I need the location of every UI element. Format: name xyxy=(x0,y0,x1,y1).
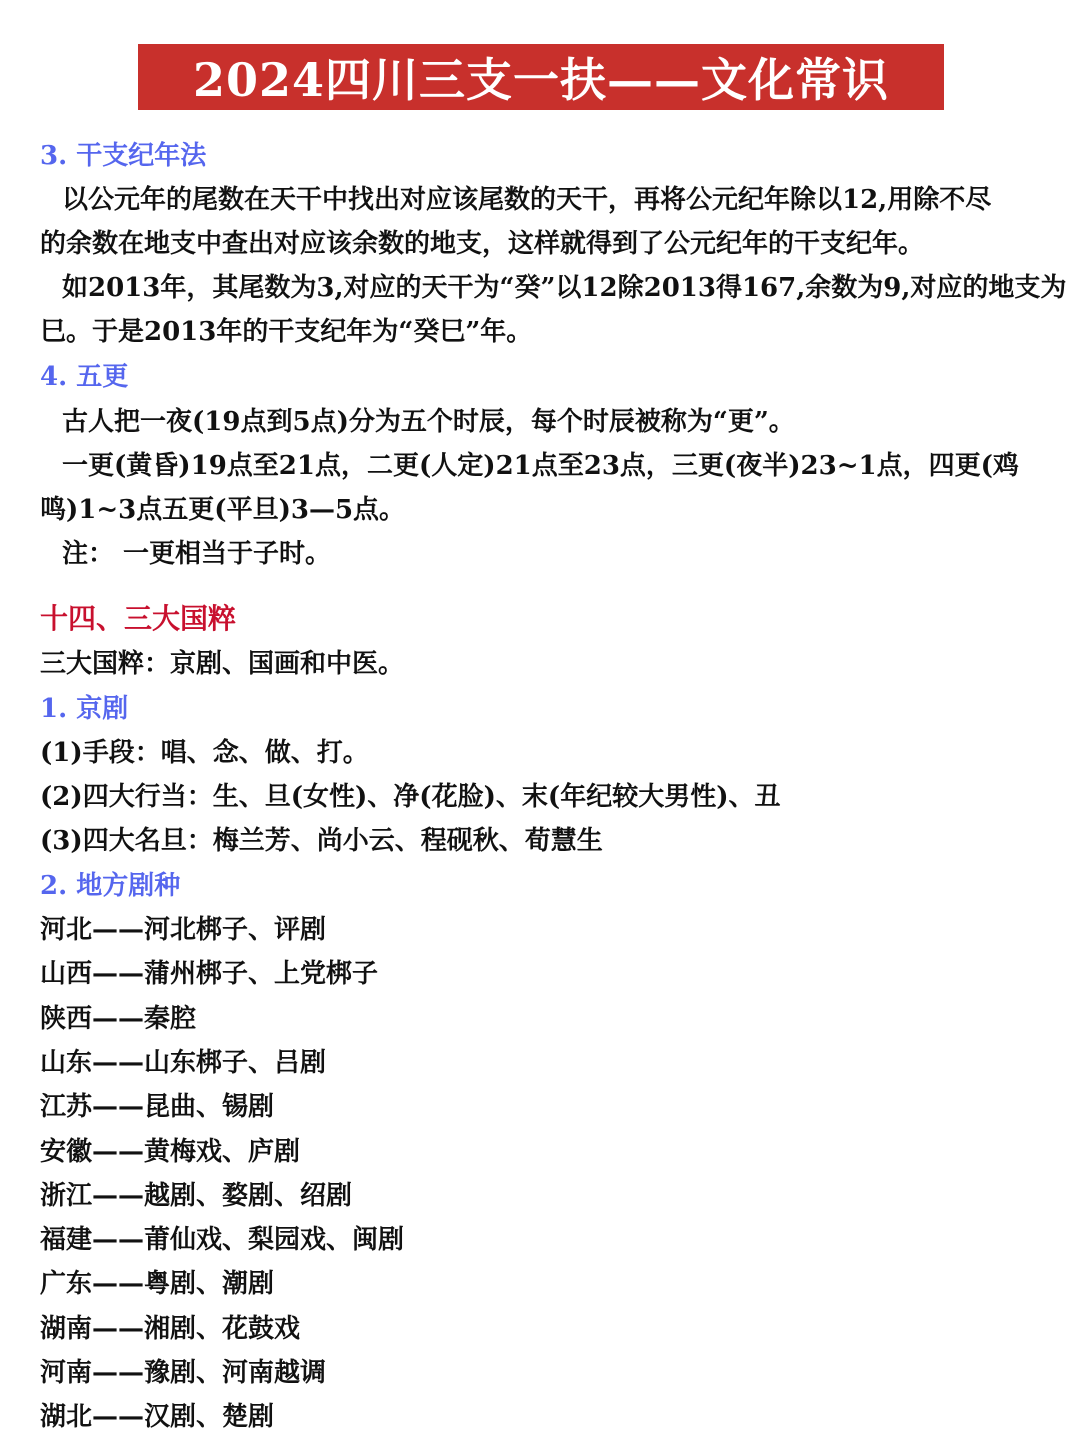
list-item: 江苏——昆曲、锡剧 xyxy=(40,1092,275,1122)
paragraph-line: 古人把一夜(19点到5点)分为五个时辰，每个时辰被称为“更”。 xyxy=(62,407,795,437)
list-item: 湖南——湘剧、花鼓戏 xyxy=(40,1314,301,1344)
list-item: 山东——山东梆子、吕剧 xyxy=(40,1048,327,1078)
page-title: 2024四川三支一扶——文化常识 xyxy=(192,53,890,107)
list-item: 福建——莆仙戏、梨园戏、闽剧 xyxy=(40,1225,405,1255)
list-item: 山西——蒲州梆子、上党梆子 xyxy=(40,959,379,989)
section-14-heading: 十四、三大国粹 xyxy=(40,602,237,635)
paragraph-line: 如2013年，其尾数为3,对应的天干为“癸”以12除2013得167,余数为9,对应的地支为 xyxy=(62,273,1067,303)
paragraph-line: 的余数在地支中查出对应该余数的地支，这样就得到了公元纪年的干支纪年。 xyxy=(40,229,925,259)
paragraph-line: 一更(黄昏)19点至21点，二更(人定)21点至23点，三更(夜半)23~1点，四更(鸡 xyxy=(62,451,1019,481)
list-item: 河北——河北梆子、评剧 xyxy=(40,915,327,945)
list-item: (2)四大行当：生、旦(女性)、净(花脸)、末(年纪较大男性)、丑 xyxy=(40,782,781,812)
list-item: (1)手段：唱、念、做、打。 xyxy=(40,738,369,768)
list-item: 安徽——黄梅戏、庐剧 xyxy=(40,1137,301,1167)
title-banner xyxy=(138,44,944,110)
paragraph-line: 巳。于是2013年的干支纪年为“癸巳”年。 xyxy=(40,317,533,347)
list-item: 陕西——秦腔 xyxy=(40,1004,197,1034)
local-opera-heading: 2. 地方剧种 xyxy=(40,871,181,901)
list-item: 湖北——汉剧、楚剧 xyxy=(40,1402,275,1432)
list-item: 浙江——越剧、婺剧、绍剧 xyxy=(40,1181,353,1211)
list-item: 河南——豫剧、河南越调 xyxy=(40,1358,327,1388)
list-item: (3)四大名旦：梅兰芳、尚小云、程砚秋、荀慧生 xyxy=(40,826,603,856)
intro-line: 三大国粹：京剧、国画和中医。 xyxy=(40,649,405,679)
section-3-heading: 3. 干支纪年法 xyxy=(40,141,207,171)
jingju-heading: 1. 京剧 xyxy=(40,694,129,724)
note-line: 注： 一更相当于子时。 xyxy=(62,539,332,569)
paragraph-line: 以公元年的尾数在天干中找出对应该尾数的天干，再将公元纪年除以12,用除不尽 xyxy=(62,185,992,215)
section-4-heading: 4. 五更 xyxy=(40,362,129,392)
list-item: 广东——粤剧、潮剧 xyxy=(40,1269,275,1299)
paragraph-line: 鸣)1~3点五更(平旦)3—5点。 xyxy=(40,495,406,525)
